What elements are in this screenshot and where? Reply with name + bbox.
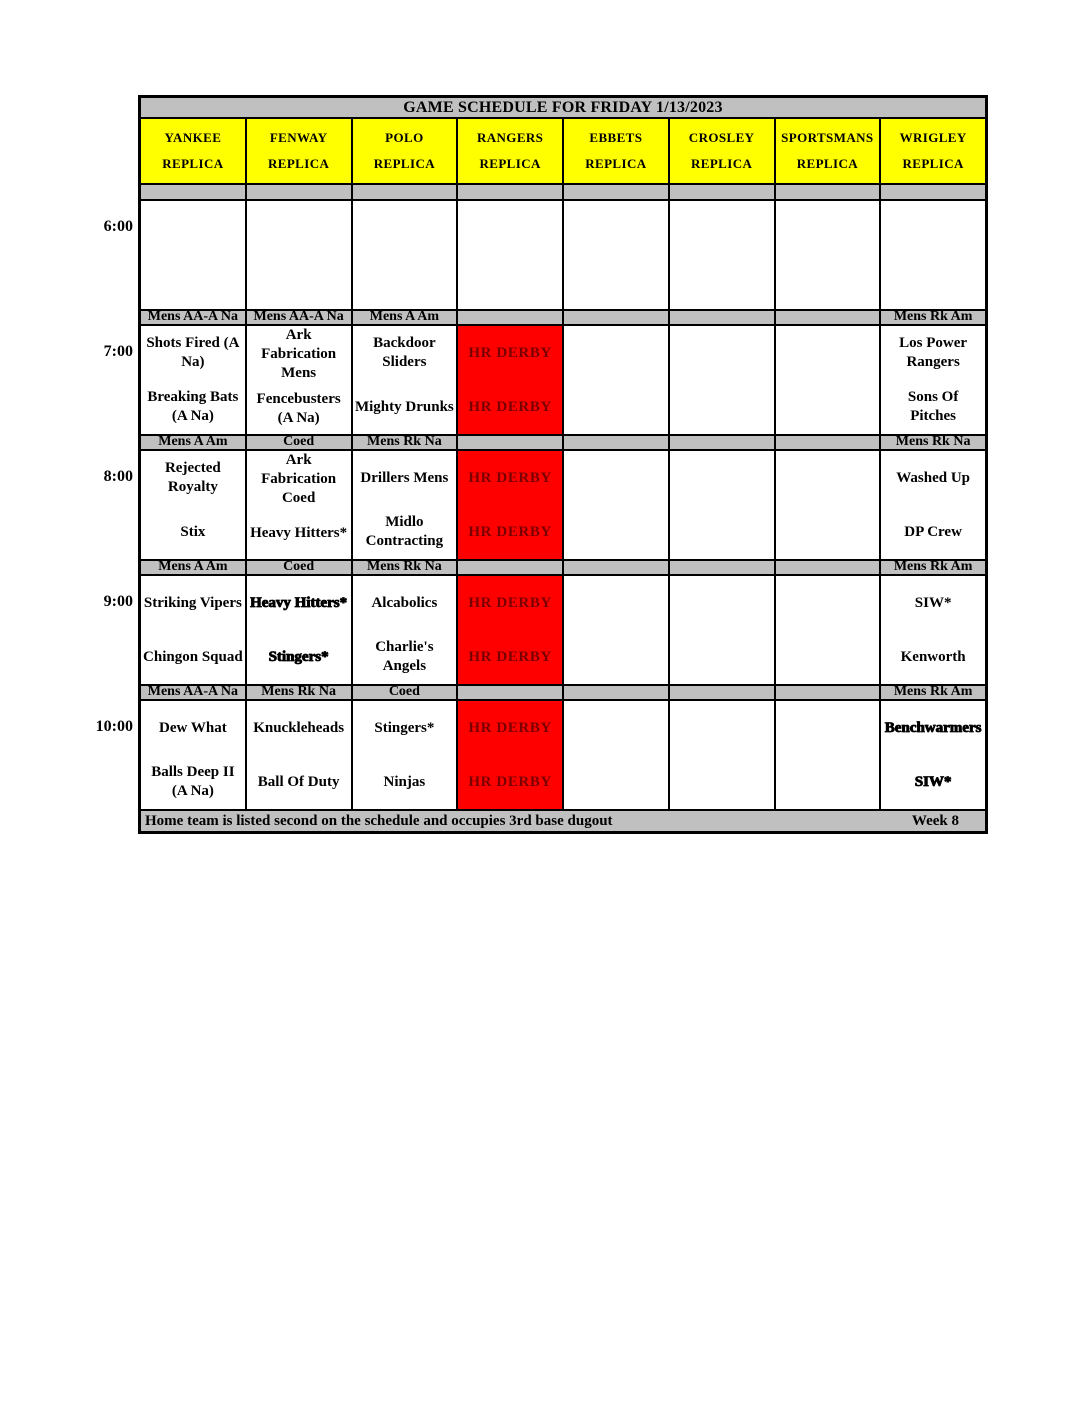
game-text: Washed Up bbox=[896, 469, 971, 486]
game-slot bbox=[564, 255, 668, 309]
division-band-label: Mens Rk Na bbox=[895, 436, 971, 449]
game-slot bbox=[247, 701, 351, 755]
division-band-label: Mens AA-A Na bbox=[147, 686, 238, 699]
game-slot bbox=[670, 201, 774, 255]
spacer-cell bbox=[458, 185, 564, 199]
game-slot bbox=[776, 380, 880, 434]
game-text: Ball Of Duty bbox=[257, 773, 340, 790]
column-header-sportsmans bbox=[776, 119, 882, 183]
game-slot bbox=[776, 201, 880, 255]
game-text: Alcabolics bbox=[371, 594, 438, 611]
field-name: RANGERS bbox=[476, 130, 544, 145]
field-suffix: REPLICA bbox=[690, 156, 753, 171]
game-slot bbox=[458, 255, 562, 309]
game-slot bbox=[881, 451, 985, 505]
field-suffix: REPLICA bbox=[479, 156, 541, 171]
division-band-label: Mens Rk Na bbox=[261, 686, 336, 699]
division-band-cell bbox=[670, 436, 776, 449]
game-cell bbox=[564, 201, 670, 309]
game-slot bbox=[881, 380, 985, 434]
game-slot bbox=[141, 630, 245, 684]
division-band-label: Coed bbox=[283, 561, 315, 574]
game-slot bbox=[247, 508, 351, 559]
game-slot bbox=[247, 255, 351, 309]
field-header-row bbox=[141, 119, 985, 185]
column-header-yankee bbox=[141, 119, 247, 183]
game-slot bbox=[564, 576, 668, 630]
game-slot bbox=[141, 326, 245, 380]
game-slot bbox=[881, 255, 985, 309]
division-band-label: Mens Rk Na bbox=[367, 561, 442, 574]
division-band-label: Coed bbox=[388, 686, 420, 699]
division-band-cell bbox=[776, 686, 882, 699]
game-slot bbox=[458, 201, 562, 255]
division-band-cell bbox=[776, 561, 882, 574]
game-slot bbox=[776, 255, 880, 309]
spacer-cell bbox=[670, 185, 776, 199]
game-cell bbox=[564, 326, 670, 434]
schedule-table bbox=[138, 95, 988, 834]
game-cell bbox=[670, 451, 776, 559]
game-slot bbox=[458, 755, 562, 809]
division-band-label: Mens Rk Na bbox=[367, 436, 442, 449]
game-slot bbox=[353, 380, 457, 434]
division-band-label: Coed bbox=[283, 436, 315, 449]
division-band-cell bbox=[458, 311, 564, 324]
game-text: HR DERBY bbox=[468, 648, 552, 665]
game-slot bbox=[141, 255, 245, 309]
game-text: HR DERBY bbox=[468, 719, 552, 736]
game-slot bbox=[353, 201, 457, 255]
field-name: CROSLEY bbox=[688, 130, 755, 145]
division-band-cell bbox=[564, 311, 670, 324]
game-text: Mighty Drunks bbox=[354, 398, 454, 415]
division-band-label: Mens AA-A Na bbox=[147, 311, 238, 324]
division-band-cell bbox=[141, 561, 247, 574]
division-band-cell bbox=[564, 686, 670, 699]
game-cell bbox=[247, 326, 353, 434]
game-slot bbox=[247, 451, 351, 508]
game-cell bbox=[670, 201, 776, 309]
column-header-polo bbox=[353, 119, 459, 183]
game-text: Rejected Royalty bbox=[164, 460, 221, 495]
division-band-label: Mens A Am bbox=[369, 311, 439, 324]
division-band-cell bbox=[247, 686, 353, 699]
game-text: Ark Fabrication Coed bbox=[261, 452, 337, 506]
game-slot bbox=[353, 755, 457, 809]
game-cell bbox=[670, 576, 776, 684]
division-band-row bbox=[141, 561, 985, 576]
game-slot bbox=[247, 326, 351, 383]
division-band-cell bbox=[670, 686, 776, 699]
division-band-cell bbox=[141, 436, 247, 449]
game-slot bbox=[141, 451, 245, 505]
game-slot bbox=[247, 630, 351, 684]
game-slot bbox=[776, 630, 880, 684]
game-text: Fencebusters (A Na) bbox=[256, 390, 341, 426]
field-name: SPORTSMANS bbox=[781, 130, 874, 145]
division-band-cell bbox=[776, 311, 882, 324]
game-slot bbox=[670, 630, 774, 684]
game-text: Heavy Hitters* bbox=[250, 525, 348, 541]
time-label: 8:00 bbox=[103, 468, 133, 485]
division-band-label: Mens A Am bbox=[158, 436, 228, 449]
game-text: Striking Vipers bbox=[143, 594, 242, 611]
game-slot bbox=[670, 451, 774, 505]
game-slot bbox=[141, 701, 245, 755]
game-text: Heavy Hitters* bbox=[250, 594, 348, 611]
games-row bbox=[141, 576, 985, 686]
game-cell bbox=[670, 326, 776, 434]
game-slot bbox=[670, 576, 774, 630]
field-name: YANKEE bbox=[164, 130, 222, 145]
game-slot bbox=[776, 755, 880, 809]
field-name: POLO bbox=[385, 130, 424, 145]
game-cell bbox=[776, 701, 882, 809]
game-slot bbox=[353, 255, 457, 309]
game-slot bbox=[564, 326, 668, 380]
game-cell bbox=[353, 201, 459, 309]
game-slot bbox=[353, 326, 457, 380]
division-band-cell bbox=[776, 436, 882, 449]
time-label: 10:00 bbox=[95, 718, 133, 735]
game-slot bbox=[353, 630, 457, 684]
game-slot bbox=[564, 505, 668, 559]
spacer-cell bbox=[141, 185, 247, 199]
game-slot bbox=[881, 505, 985, 559]
game-slot bbox=[458, 380, 562, 434]
game-text: Dew What bbox=[159, 719, 227, 736]
division-band-cell bbox=[353, 561, 459, 574]
game-slot bbox=[670, 326, 774, 380]
division-band-cell bbox=[458, 686, 564, 699]
field-suffix: REPLICA bbox=[902, 156, 964, 171]
division-band-label: Mens A Am bbox=[158, 561, 228, 574]
field-suffix: REPLICA bbox=[373, 156, 436, 171]
table-footer-row bbox=[141, 811, 985, 831]
game-slot bbox=[776, 326, 880, 380]
division-band-row bbox=[141, 311, 985, 326]
spacer-cell bbox=[776, 185, 882, 199]
division-band-label: Mens Rk Am bbox=[893, 311, 973, 324]
game-slot bbox=[458, 630, 562, 684]
game-text: DP Crew bbox=[904, 523, 962, 540]
game-slot bbox=[141, 576, 245, 630]
hr-derby-cell bbox=[458, 701, 564, 809]
table-title: GAME SCHEDULE FOR FRIDAY 1/13/2023 bbox=[403, 98, 723, 116]
game-cell bbox=[776, 451, 882, 559]
division-band-cell bbox=[247, 311, 353, 324]
game-slot bbox=[247, 576, 351, 630]
game-text: HR DERBY bbox=[468, 469, 552, 486]
game-slot bbox=[353, 576, 457, 630]
game-text: HR DERBY bbox=[468, 773, 552, 790]
field-name: WRIGLEY bbox=[899, 130, 967, 145]
game-slot bbox=[670, 380, 774, 434]
game-slot bbox=[247, 755, 351, 809]
game-cell bbox=[881, 576, 985, 684]
division-band-cell bbox=[881, 311, 985, 324]
division-band-label: Mens Rk Am bbox=[893, 561, 973, 574]
game-cell bbox=[776, 576, 882, 684]
game-slot bbox=[141, 755, 245, 809]
game-cell bbox=[670, 701, 776, 809]
spacer-cell bbox=[881, 185, 985, 199]
game-text: Stingers* bbox=[374, 719, 435, 736]
game-cell bbox=[881, 326, 985, 434]
game-cell bbox=[458, 201, 564, 309]
division-band-cell bbox=[670, 311, 776, 324]
game-slot bbox=[881, 701, 985, 755]
field-suffix: REPLICA bbox=[162, 156, 224, 171]
time-label: 6:00 bbox=[103, 218, 133, 235]
spacer-cell bbox=[564, 185, 670, 199]
week-label: Week 8 bbox=[911, 812, 959, 829]
spacer-cell bbox=[353, 185, 459, 199]
game-cell bbox=[353, 451, 459, 559]
spacer-row bbox=[141, 185, 985, 201]
division-band-cell bbox=[881, 686, 985, 699]
game-cell bbox=[564, 576, 670, 684]
game-text: Midlo Contracting bbox=[365, 514, 444, 549]
game-cell bbox=[881, 701, 985, 809]
game-slot bbox=[564, 451, 668, 505]
field-name: FENWAY bbox=[269, 130, 328, 145]
division-band-cell bbox=[247, 561, 353, 574]
game-cell bbox=[247, 451, 353, 559]
game-slot bbox=[564, 701, 668, 755]
game-slot bbox=[776, 451, 880, 505]
game-slot bbox=[776, 701, 880, 755]
game-slot bbox=[564, 380, 668, 434]
division-band-row bbox=[141, 436, 985, 451]
games-row bbox=[141, 201, 985, 311]
column-header-crosley bbox=[670, 119, 776, 183]
game-text: HR DERBY bbox=[468, 398, 552, 415]
game-cell bbox=[353, 326, 459, 434]
game-cell bbox=[141, 201, 247, 309]
division-band-cell bbox=[564, 561, 670, 574]
game-slot bbox=[881, 755, 985, 809]
game-slot bbox=[564, 630, 668, 684]
game-text: HR DERBY bbox=[468, 594, 552, 611]
game-slot bbox=[670, 255, 774, 309]
games-row bbox=[141, 451, 985, 561]
game-text: Kenworth bbox=[900, 648, 966, 665]
division-band-cell bbox=[353, 686, 459, 699]
game-text: Knuckleheads bbox=[253, 719, 345, 736]
game-slot bbox=[458, 701, 562, 755]
game-slot bbox=[353, 701, 457, 755]
game-text: Drillers Mens bbox=[360, 469, 449, 486]
division-band-cell bbox=[881, 561, 985, 574]
table-title-row bbox=[141, 98, 985, 119]
game-cell bbox=[776, 201, 882, 309]
game-cell bbox=[564, 701, 670, 809]
game-text: Breaking Bats (A Na) bbox=[147, 389, 239, 424]
game-cell bbox=[881, 451, 985, 559]
game-cell bbox=[247, 576, 353, 684]
division-band-cell bbox=[141, 311, 247, 324]
time-label: 9:00 bbox=[103, 593, 133, 610]
game-slot bbox=[881, 630, 985, 684]
game-cell bbox=[247, 201, 353, 309]
column-header-rangers bbox=[458, 119, 564, 183]
game-text: Stingers* bbox=[268, 648, 329, 665]
game-slot bbox=[564, 755, 668, 809]
game-slot bbox=[353, 505, 457, 559]
game-text: Charlie's Angels bbox=[375, 639, 434, 674]
footer-note: Home team is listed second on the schedule and occupies 3rd base dugout bbox=[145, 812, 613, 829]
division-band-row bbox=[141, 686, 985, 701]
game-text: Ark Fabrication Mens bbox=[261, 327, 337, 381]
games-row bbox=[141, 701, 985, 811]
game-slot bbox=[458, 326, 562, 380]
game-slot bbox=[670, 755, 774, 809]
game-slot bbox=[776, 505, 880, 559]
game-text: SIW* bbox=[914, 773, 952, 790]
table-body bbox=[141, 119, 985, 811]
spacer-cell bbox=[247, 185, 353, 199]
game-slot bbox=[881, 326, 985, 380]
hr-derby-cell bbox=[458, 576, 564, 684]
game-slot bbox=[353, 451, 457, 505]
game-text: HR DERBY bbox=[468, 344, 552, 361]
game-text: Stix bbox=[180, 523, 206, 540]
game-slot bbox=[247, 383, 351, 434]
game-cell bbox=[881, 201, 985, 309]
field-suffix: REPLICA bbox=[796, 156, 859, 171]
division-band-label: Mens AA-A Na bbox=[253, 311, 344, 324]
field-suffix: REPLICA bbox=[585, 156, 647, 171]
game-slot bbox=[141, 380, 245, 434]
game-cell bbox=[564, 451, 670, 559]
game-slot bbox=[247, 201, 351, 255]
column-header-wrigley bbox=[881, 119, 985, 183]
division-band-cell bbox=[458, 561, 564, 574]
game-text: Chingon Squad bbox=[143, 648, 243, 665]
game-cell bbox=[141, 326, 247, 434]
game-slot bbox=[458, 505, 562, 559]
game-cell bbox=[247, 701, 353, 809]
column-header-fenway bbox=[247, 119, 353, 183]
division-band-cell bbox=[458, 436, 564, 449]
game-cell bbox=[141, 576, 247, 684]
time-label: 7:00 bbox=[103, 343, 133, 360]
game-slot bbox=[670, 505, 774, 559]
game-text: Sons Of Pitches bbox=[907, 389, 959, 424]
game-text: Ninjas bbox=[383, 773, 426, 790]
game-slot bbox=[141, 201, 245, 255]
game-cell bbox=[141, 701, 247, 809]
game-text: Benchwarmers bbox=[884, 719, 982, 736]
game-text: Shots Fired (A Na) bbox=[146, 335, 240, 370]
field-name: EBBETS bbox=[589, 130, 643, 145]
game-slot bbox=[776, 576, 880, 630]
column-header-ebbets bbox=[564, 119, 670, 183]
division-band-cell bbox=[247, 436, 353, 449]
game-slot bbox=[458, 451, 562, 505]
game-cell bbox=[141, 451, 247, 559]
game-slot bbox=[458, 576, 562, 630]
game-slot bbox=[670, 701, 774, 755]
game-text: SIW* bbox=[914, 594, 952, 611]
division-band-label: Mens Rk Am bbox=[893, 686, 973, 699]
game-text: HR DERBY bbox=[468, 523, 552, 540]
division-band-cell bbox=[881, 436, 985, 449]
game-slot bbox=[881, 576, 985, 630]
hr-derby-cell bbox=[458, 326, 564, 434]
division-band-cell bbox=[353, 311, 459, 324]
game-text: Backdoor Sliders bbox=[373, 335, 436, 370]
game-text: Los Power Rangers bbox=[899, 335, 968, 370]
game-cell bbox=[353, 701, 459, 809]
game-slot bbox=[564, 201, 668, 255]
hr-derby-cell bbox=[458, 451, 564, 559]
game-text: Balls Deep II (A Na) bbox=[151, 764, 235, 799]
game-cell bbox=[776, 326, 882, 434]
game-cell bbox=[353, 576, 459, 684]
game-slot bbox=[141, 505, 245, 559]
game-slot bbox=[881, 201, 985, 255]
division-band-cell bbox=[141, 686, 247, 699]
division-band-cell bbox=[353, 436, 459, 449]
division-band-cell bbox=[670, 561, 776, 574]
field-suffix: REPLICA bbox=[267, 156, 330, 171]
games-row bbox=[141, 326, 985, 436]
division-band-cell bbox=[564, 436, 670, 449]
